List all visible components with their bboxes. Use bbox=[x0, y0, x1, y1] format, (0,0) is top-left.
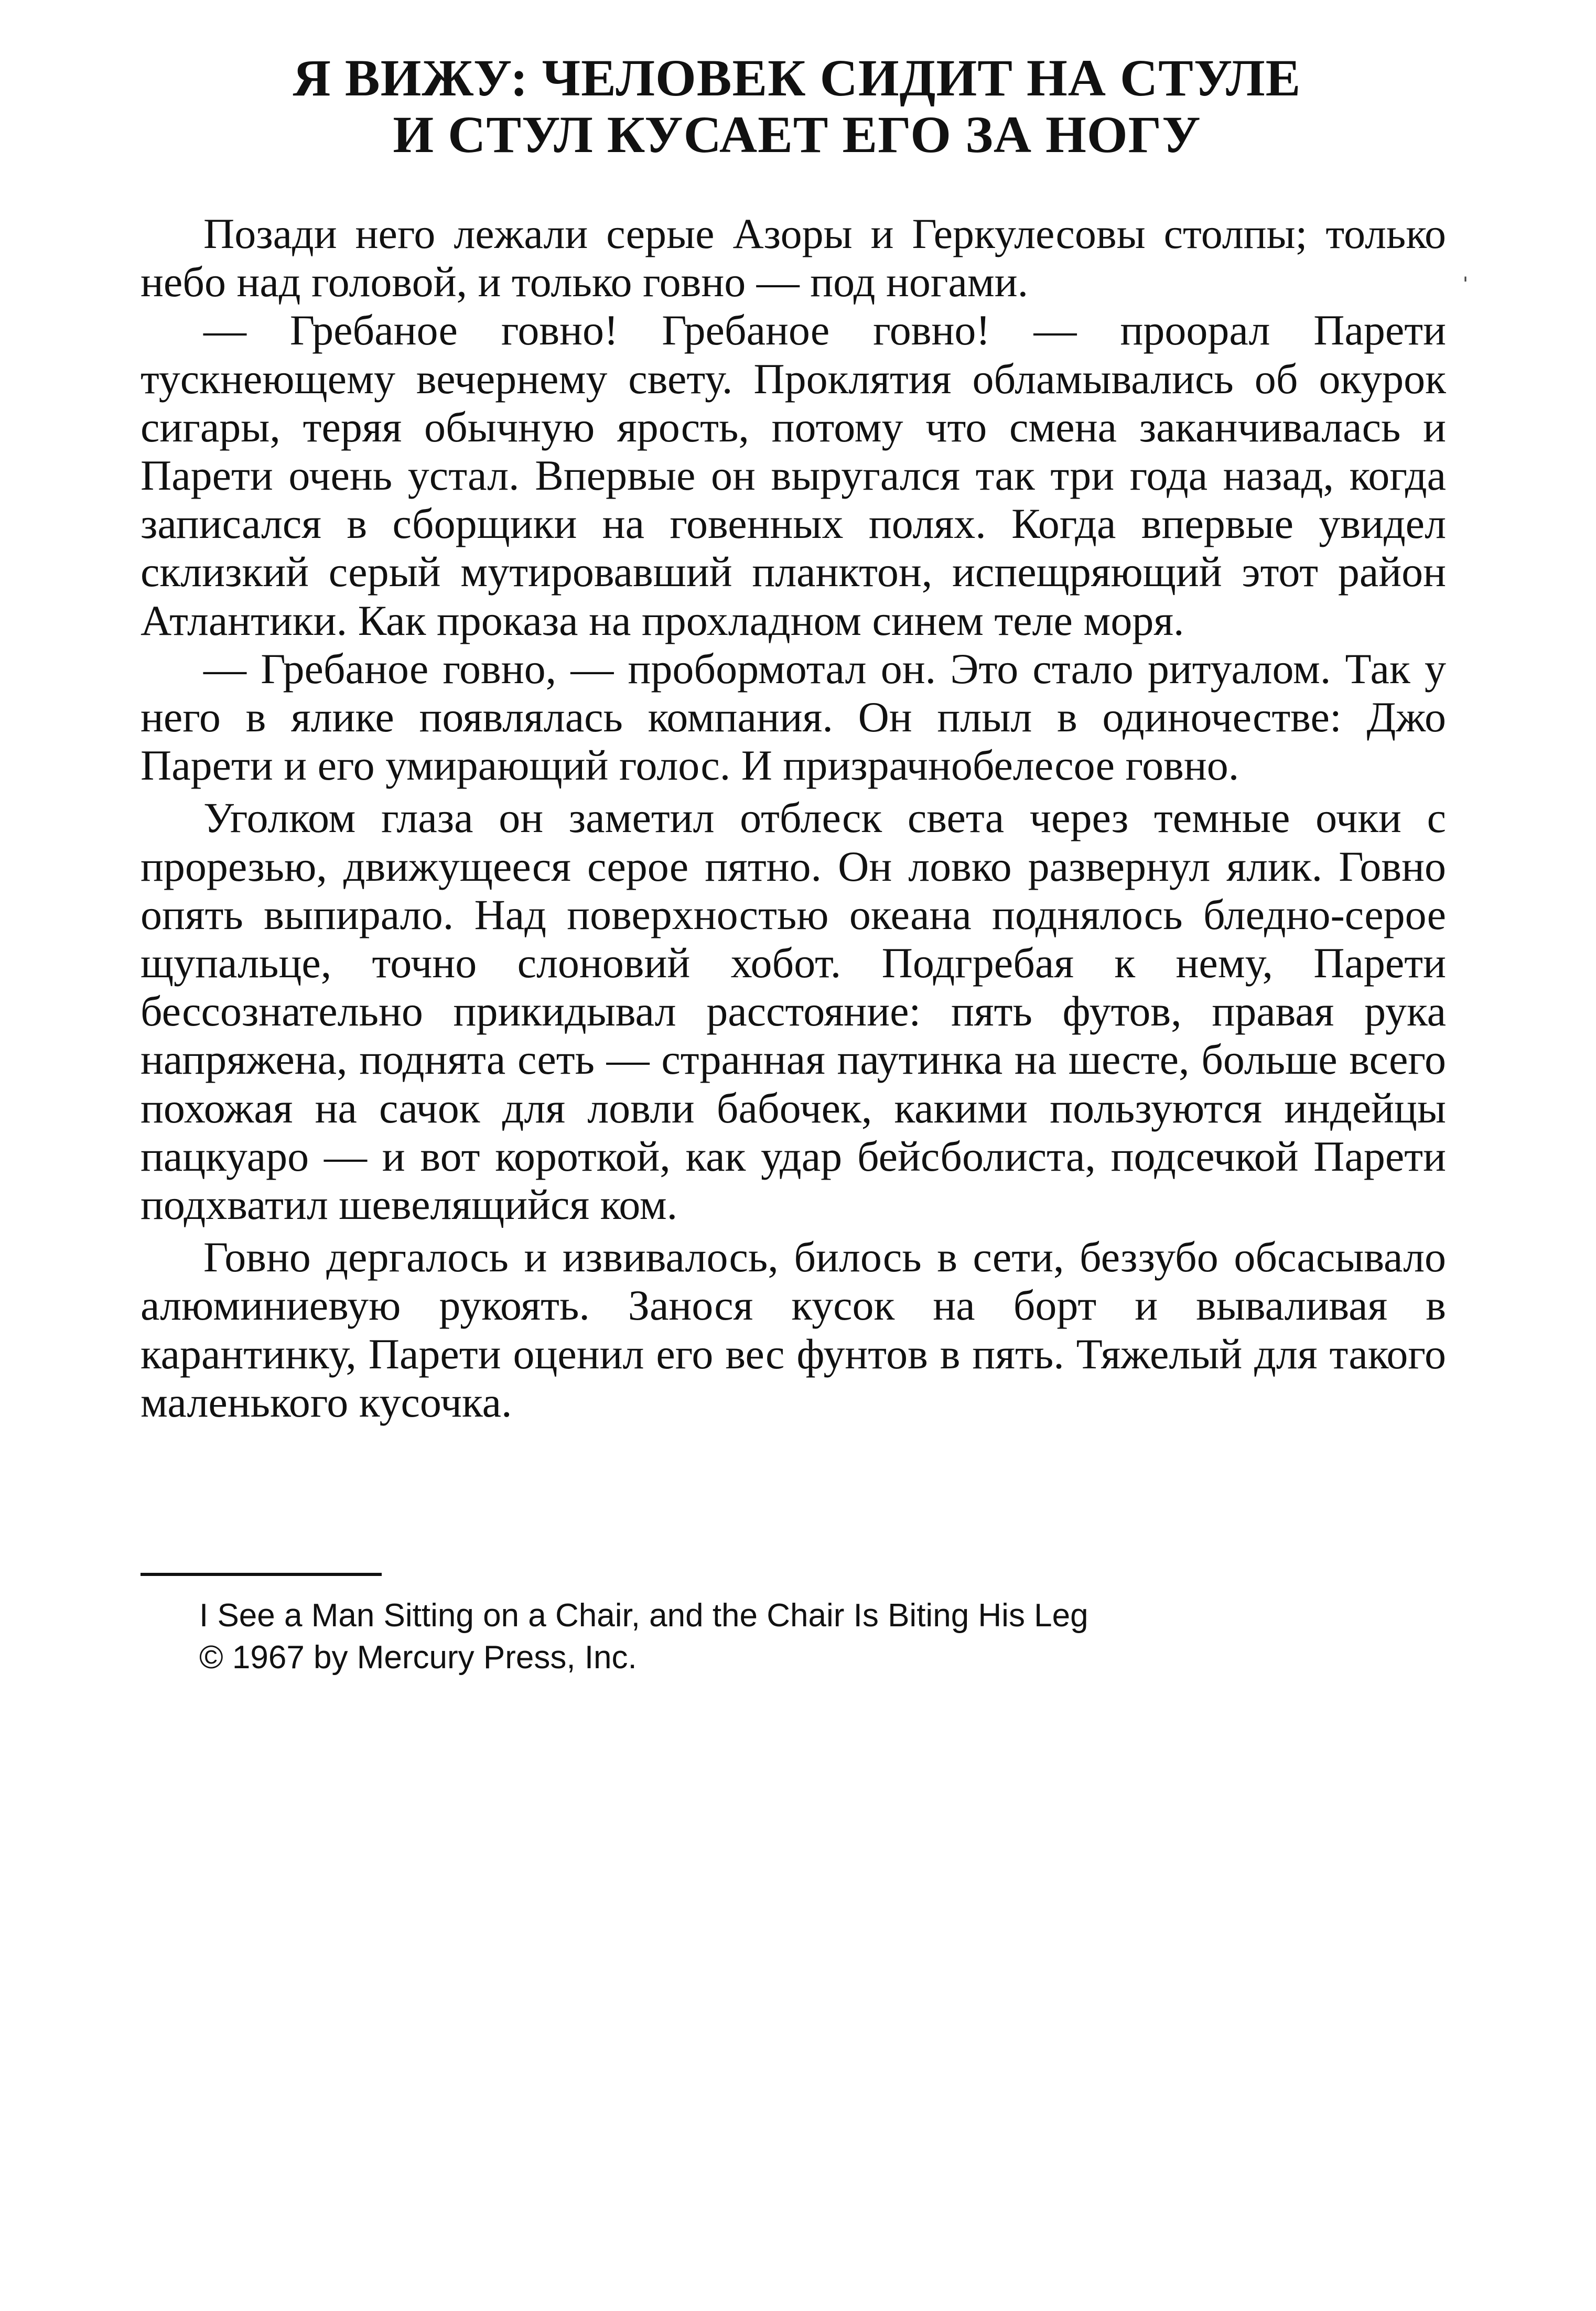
paragraph-5: Говно дергалось и извивалось, билось в сети, беззубо обсасывало алюминиевую рукоять. Занося кусок на борт и вываливая в карантинку, Парети оценил его вес фунтов в пять. Тяжелый для такого маленького кусочка. bbox=[141, 1233, 1446, 1426]
story-title-line-2: И СТУЛ КУСАЕТ ЕГО ЗА НОГУ bbox=[393, 105, 1201, 164]
footnote-divider bbox=[141, 1573, 382, 1576]
scan-mark: ˌ bbox=[1460, 247, 1471, 282]
paragraph-1: Позади него лежали серые Азоры и Геркулесовы столпы; только небо над головой, и только говно — под ногами. bbox=[141, 210, 1446, 306]
paragraph-2: — Гребаное говно! Гребаное говно! — проорал Парети тускнеющему вечернему свету. Проклятия обламывались об окурок сигары, теряя обычную ярость, потому что смена заканчивалась и Парети очень устал. Впервые он выругался так три года назад, когда записался в сборщики на говенных полях. Когда впервые увидел склизкий серый мутировавший планктон, испещряющий этот район Атлантики. Как проказа на прохладном синем теле моря. bbox=[141, 306, 1446, 644]
footnote-original-title: I See a Man Sitting on a Chair, and the Chair Is Biting His Leg bbox=[199, 1597, 1088, 1634]
footnote-copyright: © 1967 by Mercury Press, Inc. bbox=[199, 1639, 637, 1676]
story-body bbox=[141, 210, 1446, 1427]
story-title bbox=[142, 50, 1452, 163]
footnote bbox=[199, 1595, 1405, 1679]
paragraph-3: — Гребаное говно, — пробормотал он. Это стало ритуалом. Так у него в ялике появлялась компания. Он плыл в одиночестве: Джо Парети и его умирающий голос. И призрачнобелесое говно. bbox=[141, 644, 1446, 790]
paragraph-4: Уголком глаза он заметил отблеск света через темные очки с прорезью, движущееся серое пятно. Он ловко развернул ялик. Говно опять выпирало. Над поверхностью океана поднялось бледно-серое щупальце, точно слоновий хобот. Подгребая к нему, Парети бессознательно прикидывал расстояние: пять футов, правая рука напряжена, поднята сеть — странная паутинка на шесте, больше всего похожая на сачок для ловли бабочек, какими пользуются индейцы пацкуаро — и вот короткой, как удар бейсболиста, подсечкой Парети подхватил шевелящийся ком. bbox=[141, 794, 1446, 1229]
story-title-line-1: Я ВИЖУ: ЧЕЛОВЕК СИДИТ НА СТУЛЕ bbox=[293, 49, 1301, 107]
